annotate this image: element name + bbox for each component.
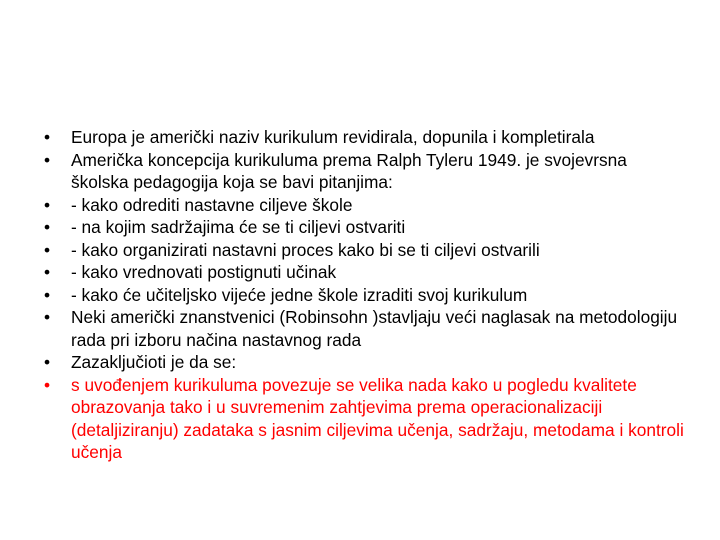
bullet-icon: • bbox=[44, 239, 51, 260]
bullet-item bbox=[44, 194, 684, 217]
bullet-text: - na kojim sadržajima će se ti ciljevi ostvariti bbox=[71, 217, 406, 237]
bullet-text: Europa je američki naziv kurikulum revidirala, dopunila i kompletirala bbox=[71, 127, 595, 147]
bullet-item bbox=[44, 284, 684, 307]
bullet-icon: • bbox=[44, 307, 51, 327]
bullet-text: - kako odrediti nastavne ciljeve škole bbox=[71, 194, 353, 215]
bullet-item bbox=[44, 239, 684, 262]
bullet-text: - kako organizirati nastavni proces kako bi se ti ciljevi ostvarili bbox=[71, 239, 540, 260]
bullet-list bbox=[44, 126, 684, 464]
bullet-icon: • bbox=[44, 149, 51, 170]
bullet-item bbox=[44, 126, 684, 149]
bullet-icon: • bbox=[44, 284, 51, 305]
bullet-item bbox=[44, 261, 684, 284]
bullet-text: Američka koncepcija kurikuluma prema Ralph Tyleru 1949. je svojevrsna školska pedagogija koja se bavi pitanjima: bbox=[71, 149, 627, 192]
bullet-icon: • bbox=[44, 194, 51, 215]
bullet-item bbox=[44, 351, 684, 374]
bullet-icon: • bbox=[44, 217, 51, 237]
bullet-item bbox=[44, 149, 684, 194]
bullet-text: Neki američki znanstvenici (Robinsohn )stavljaju veći naglasak na metodologiju rada pri izboru načina nastavnog rada bbox=[71, 307, 678, 350]
bullet-text: Zazaključioti je da se: bbox=[71, 352, 237, 372]
bullet-text: - kako vrednovati postignuti učinak bbox=[71, 262, 337, 282]
bullet-icon: • bbox=[44, 374, 51, 395]
bullet-icon: • bbox=[44, 262, 51, 282]
bullet-item bbox=[44, 306, 684, 351]
bullet-text: s uvođenjem kurikuluma povezuje se velika nada kako u pogledu kvalitete obrazovanja tako i u suvremenim zahtjevima prema operacionalizaciji (detaljiziranju) zadataka s jasnim ciljevima učenja, sadržaju, metodama i kontroli učenja bbox=[71, 374, 684, 462]
bullet-item bbox=[44, 216, 684, 239]
bullet-item-highlighted bbox=[44, 374, 684, 464]
bullet-icon: • bbox=[44, 352, 51, 372]
bullet-icon: • bbox=[44, 127, 51, 147]
bullet-text: - kako će učiteljsko vijeće jedne škole izraditi svoj kurikulum bbox=[71, 284, 528, 305]
